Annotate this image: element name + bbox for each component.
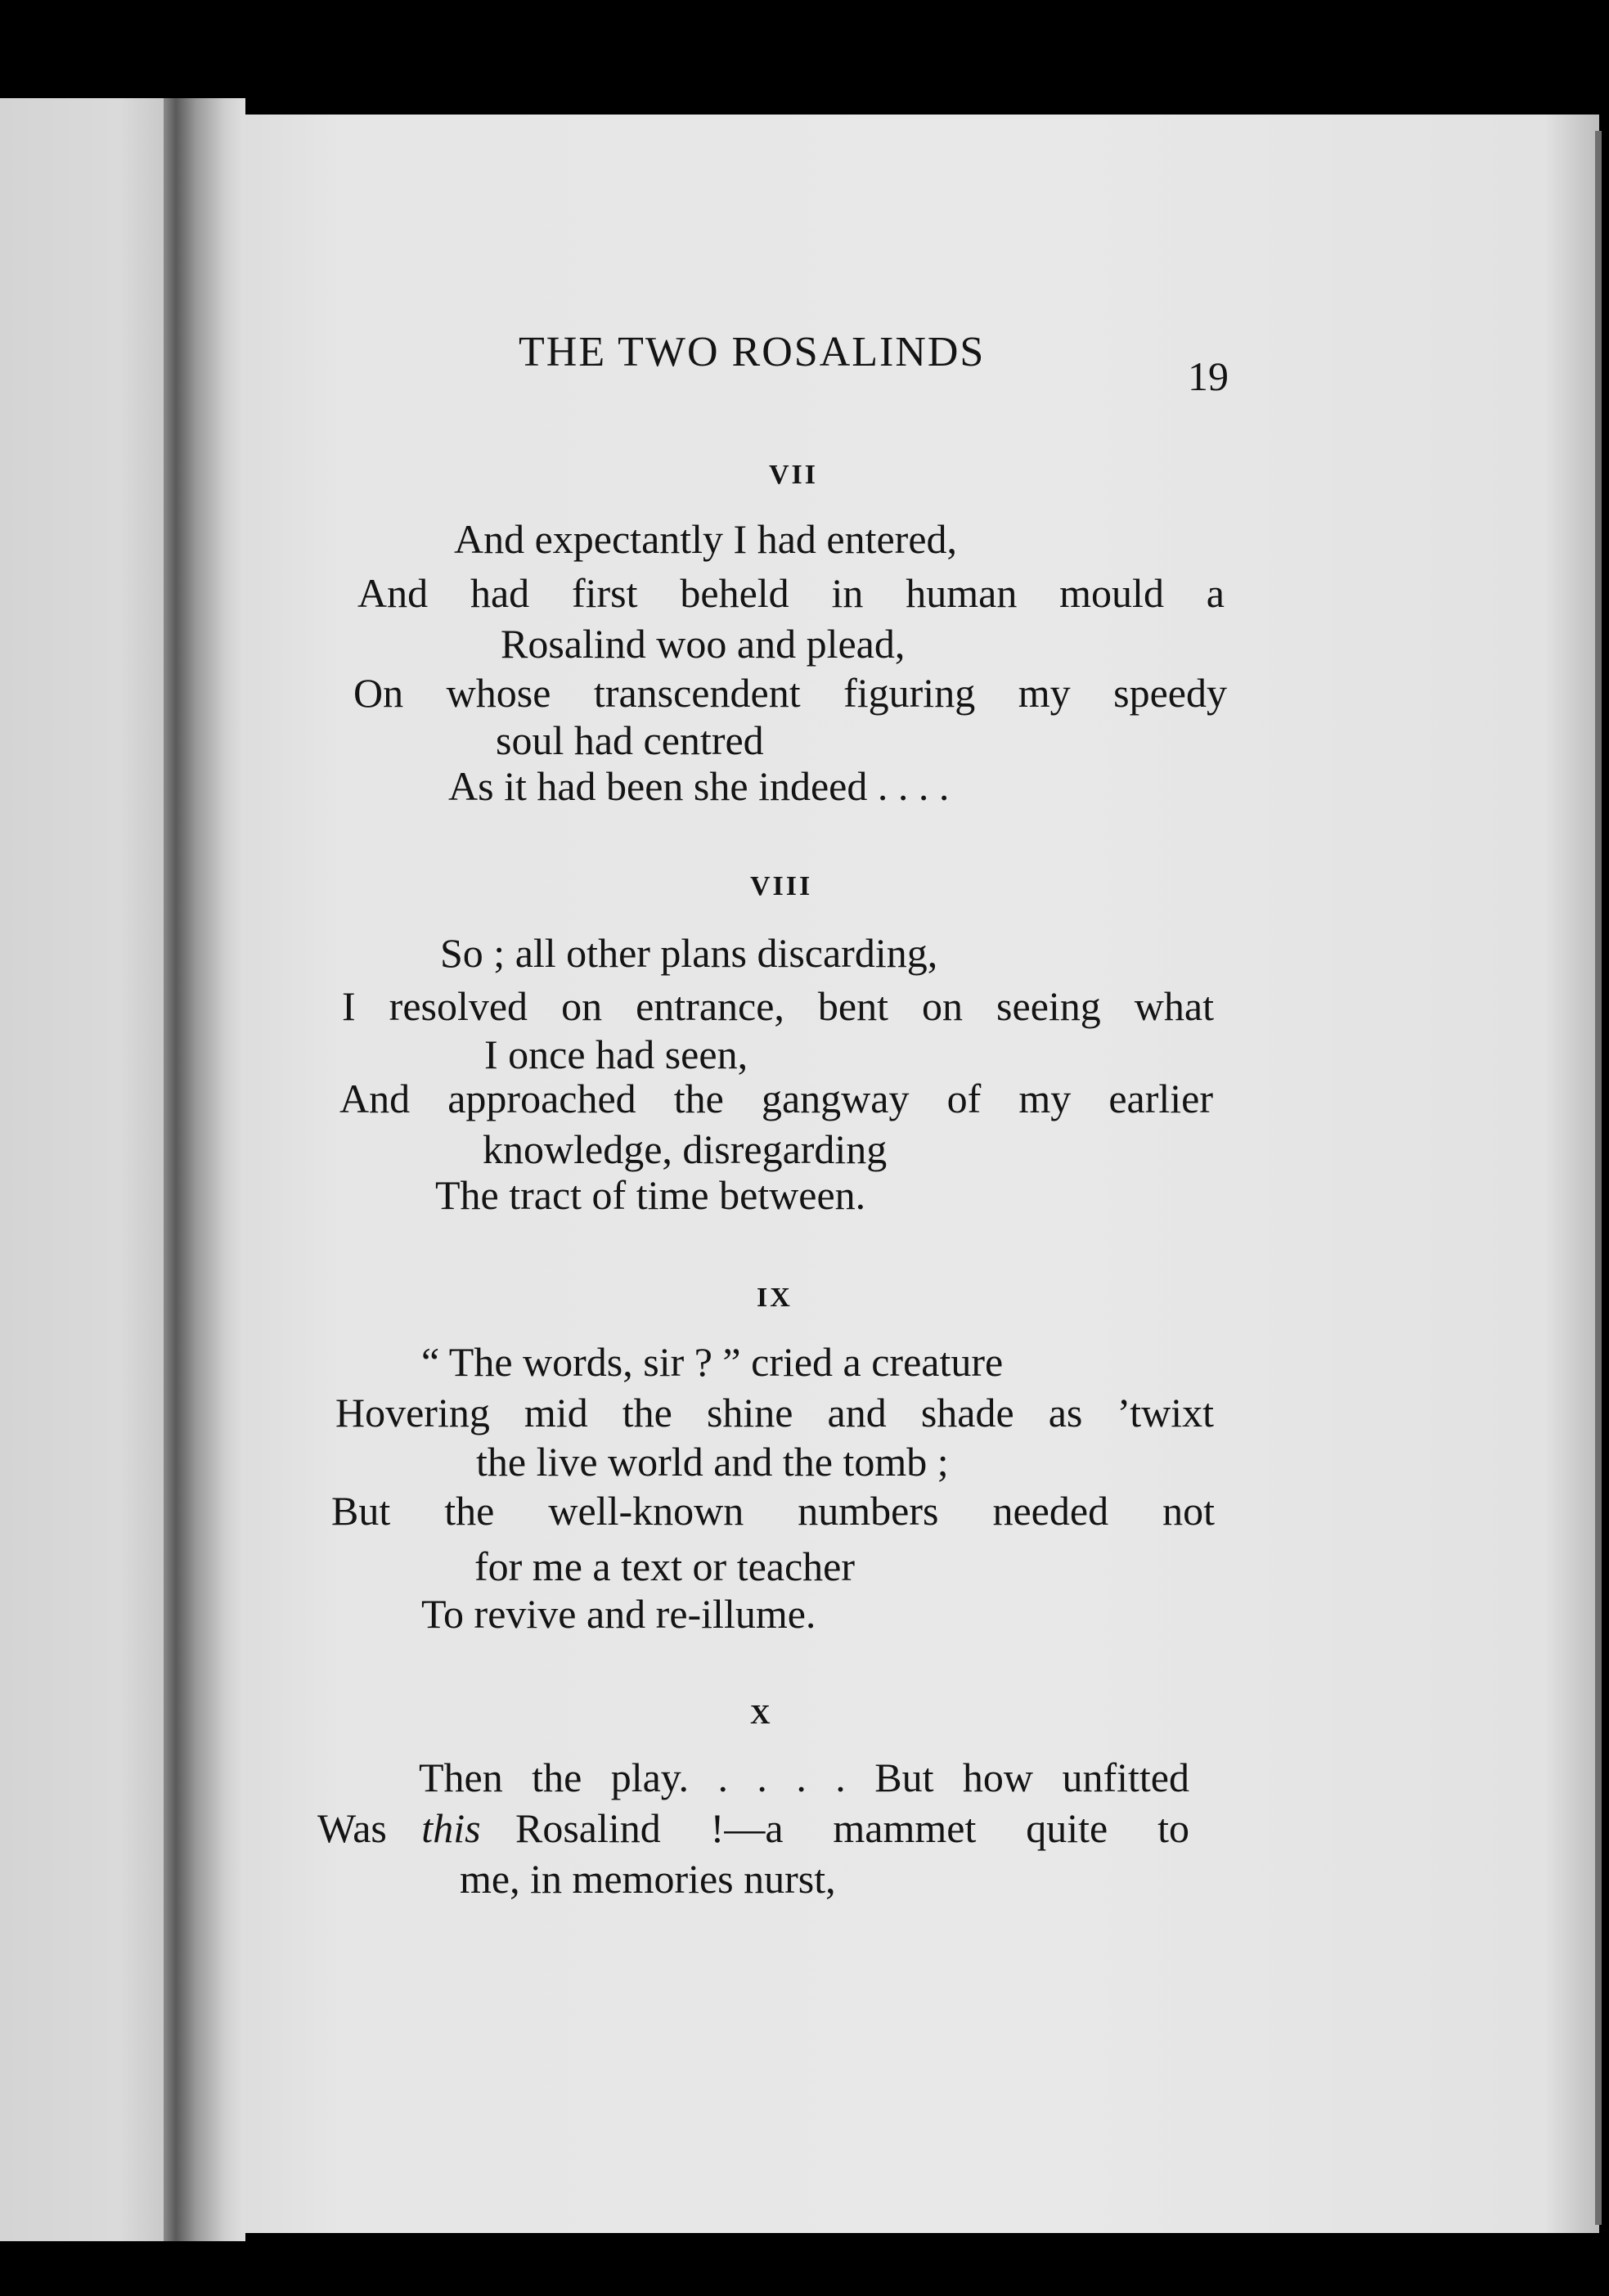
stanza-ix-line-2: Hovering mid the shine and shade as ’twixt: [335, 1390, 1214, 1436]
page-right-edge: [1595, 131, 1602, 2225]
stanza-x-line-2-rest: Rosalind !—a mammet quite to: [515, 1805, 1189, 1851]
stanza-vii-line-1: And expectantly I had entered,: [454, 516, 958, 562]
stanza-ix-line-5: for me a text or teacher: [474, 1543, 856, 1589]
stanza-viii-line-3: I once had seen,: [484, 1031, 748, 1077]
stanza-viii-line-6: The tract of time between.: [435, 1172, 866, 1218]
stanza-x-line-2-italic-this: this: [421, 1805, 481, 1851]
stanza-numeral-viii: VIII: [750, 871, 813, 901]
stanza-vii-line-3: Rosalind woo and plead,: [501, 621, 906, 667]
stanza-vii-line-2: And had first beheld in human mould a: [357, 570, 1225, 616]
running-title: THE TWO ROSALINDS: [519, 329, 986, 375]
stanza-vii-line-4: On whose transcendent figuring my speedy: [353, 670, 1227, 716]
left-page-edge: [0, 98, 172, 2241]
page-number: 19: [1188, 353, 1229, 399]
stanza-ix-line-1: “ The words, sir ? ” cried a creature: [421, 1339, 1004, 1385]
stanza-numeral-x: X: [750, 1700, 773, 1730]
binding-gutter: [164, 98, 245, 2241]
stanza-viii-line-1: So ; all other plans discarding,: [440, 930, 938, 976]
stanza-ix-line-3: the live world and the tomb ;: [476, 1439, 949, 1485]
stanza-vii-line-5: soul had centred: [496, 717, 764, 763]
stanza-viii-line-4: And approached the gangway of my earlier: [339, 1076, 1213, 1121]
stanza-x-line-1: Then the play. . . . . But how unfitted: [419, 1755, 1189, 1800]
stanza-x-line-2: [317, 1805, 1189, 1851]
stanza-ix-line-4: But the well-known numbers needed not: [331, 1488, 1215, 1534]
stanza-vii-line-6: As it had been she indeed . . . .: [448, 763, 950, 809]
stanza-numeral-vii: VII: [769, 460, 819, 490]
stanza-viii-line-5: knowledge, disregarding: [483, 1126, 888, 1172]
stanza-x-line-3: me, in memories nurst,: [460, 1856, 836, 1902]
stanza-numeral-ix: IX: [757, 1283, 793, 1313]
stanza-ix-line-6: To revive and re-illume.: [421, 1591, 816, 1637]
stanza-viii-line-2: I resolved on entrance, bent on seeing what: [342, 983, 1214, 1029]
stanza-x-line-2-word-was: Was: [317, 1805, 387, 1851]
